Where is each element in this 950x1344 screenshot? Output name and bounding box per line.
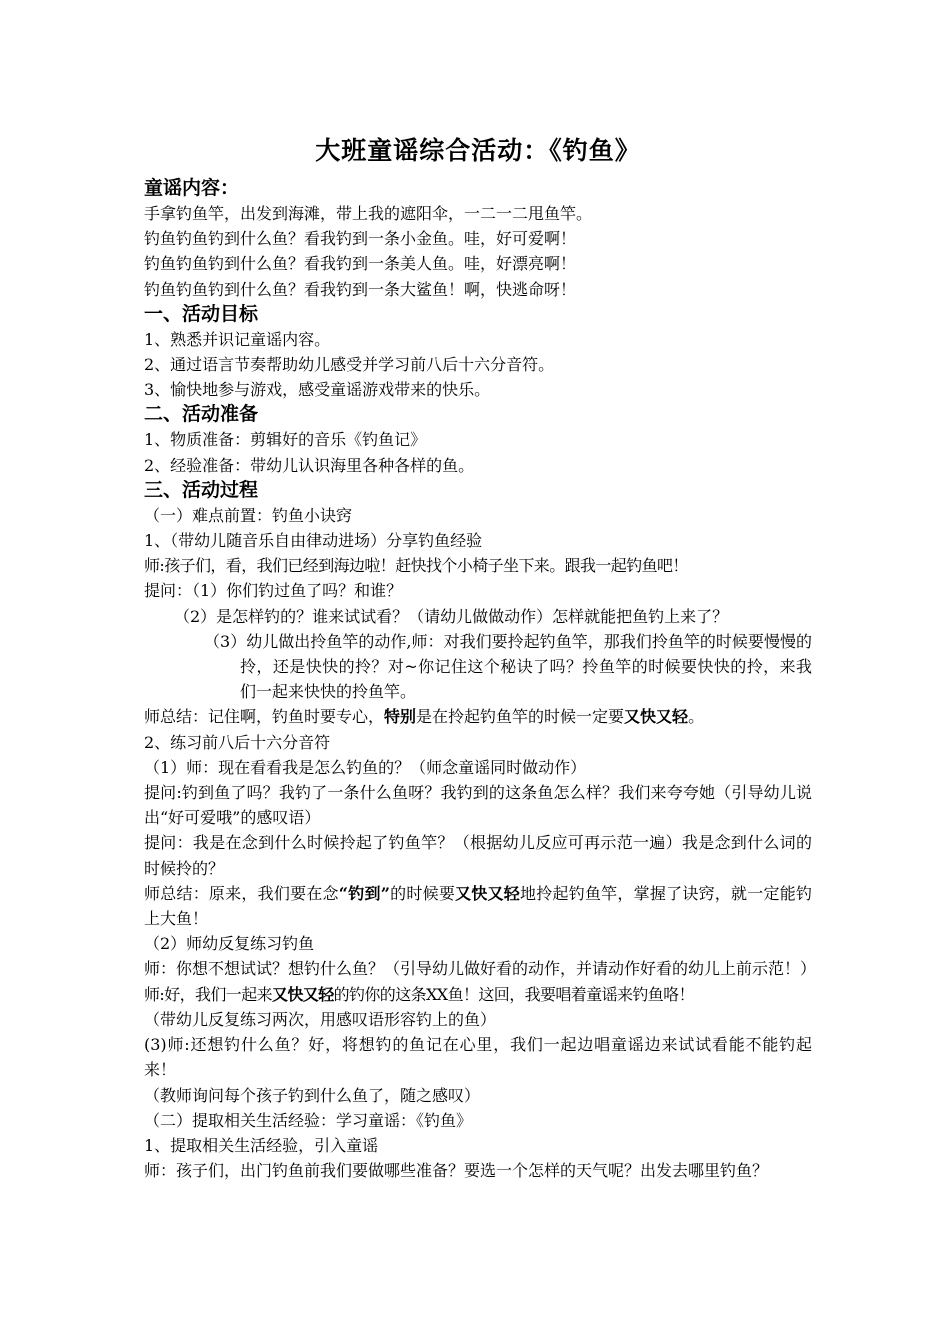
document-title: 大班童谣综合活动：《钓鱼》: [315, 136, 641, 165]
goal-item: 1、熟悉并识记童谣内容。: [144, 329, 331, 349]
rhyme-line: 钓鱼钓鱼钓到什么鱼？看我钓到一条美人鱼。哇，好漂亮啊！: [144, 254, 577, 274]
rhyme-heading: 童谣内容：: [144, 177, 240, 199]
text-run: 师:好，我们一起来: [144, 984, 272, 1004]
rhyme-line: 手拿钓鱼竿，出发到海滩，带上我的遮阳伞，一二一二甩鱼竿。: [144, 204, 593, 223]
goal-item: 3、愉快地参与游戏，感受童谣游戏带来的快乐。: [144, 380, 491, 400]
paragraph: （带幼儿反复练习两次，用感叹语形容钓上的鱼）: [144, 1009, 497, 1029]
prep-heading: 二、活动准备: [144, 403, 259, 426]
paragraph: （2）是怎样钓的？谁来试试看？（请幼儿做做动作）怎样就能把鱼钓上来了？: [174, 606, 729, 626]
emphasis-text: 特别: [384, 707, 417, 727]
paragraph: 提问：（1）你们钓过鱼了吗？和谁？: [144, 581, 403, 601]
emphasis-text: 又快又轻: [272, 984, 334, 1004]
process-section: （一）难点前置：钓鱼小诀窍: [144, 505, 353, 525]
paragraph: 提问:钓到鱼了吗？我钓了一条什么鱼呀？我钓到的这条鱼怎么样？我们来夸夸她（引导幼儿说出“好可爱哦”的感叹语）: [144, 783, 812, 828]
paragraph: （3）幼儿做出拎鱼竿的动作,师：对我们要拎起钓鱼竿，那我们拎鱼竿的时候要慢慢的拎，还是快快的拎？对~你记住这个秘诀了吗？拎鱼竿的时候要快快的拎，来我们一起来快快的拎鱼竿。: [204, 631, 812, 702]
paragraph: （2）师幼反复练习钓鱼: [144, 934, 315, 954]
paragraph: 师：孩子们，出门钓鱼前我们要做哪些准备？要选一个怎样的天气呢？出发去哪里钓鱼？: [144, 1161, 769, 1181]
paragraph: 提问：我是在念到什么时候拎起了钓鱼竿？（根据幼儿反应可再示范一遍）我是念到什么词的时候拎的？: [144, 833, 812, 878]
paragraph: （1）师：现在看看我是怎么钓鱼的？（师念童谣同时做动作）: [144, 757, 587, 777]
paragraph: 师:孩子们，看，我们已经到海边啦！赶快找个小椅子坐下来。跟我一起钓鱼吧！: [144, 556, 688, 576]
paragraph: 2、练习前八后十六分音符: [144, 732, 331, 752]
paragraph: [144, 982, 812, 1007]
document-page: [144, 132, 817, 1183]
summary-paragraph: [144, 704, 812, 729]
goal-item: 2、通过语言节奏帮助幼儿感受并学习前八后十六分音符。: [144, 355, 555, 375]
text-run: 。: [688, 707, 705, 727]
text-run: 是在拎起钓鱼竿的时候一定要: [416, 707, 625, 727]
rhyme-line: 钓鱼钓鱼钓到什么鱼？看我钓到一条小金鱼。哇，好可爱啊！: [144, 229, 577, 249]
paragraph: 1、提取相关生活经验，引入童谣: [144, 1135, 379, 1155]
emphasis-text: “钓到”: [338, 883, 390, 903]
paragraph: 师：你想不想试试？想钓什么鱼？（引导幼儿做好看的动作，并请动作好看的幼儿上前示范！）: [144, 959, 817, 979]
prep-item: 2、经验准备：带幼儿认识海里各种各样的鱼。: [144, 455, 475, 475]
text-run: 师总结：原来，我们要在念: [144, 883, 339, 903]
summary-paragraph: [144, 881, 812, 931]
emphasis-text: 又快又轻: [455, 883, 521, 903]
goals-heading: 一、活动目标: [144, 302, 259, 325]
paragraph: 1、（带幼儿随音乐自由律动进场）分享钓鱼经验: [144, 531, 483, 551]
rhyme-line: 钓鱼钓鱼钓到什么鱼？看我钓到一条大鲨鱼！啊，快逃命呀！: [144, 279, 577, 299]
text-run: 地拎起钓鱼竿，掌握了诀窍，就一定能钓上大鱼！: [144, 883, 812, 929]
process-section: （二）提取相关生活经验：学习童谣：《钓鱼》: [144, 1110, 473, 1130]
emphasis-text: 又快又轻: [624, 707, 689, 727]
text-run: 的时候要: [389, 883, 456, 903]
paragraph: （教师询问每个孩子钓到什么鱼了，随之感叹）: [144, 1085, 481, 1105]
text-run: 的钓你的这条XX鱼！这回，我要唱着童谣来钓鱼咯！: [333, 984, 694, 1004]
paragraph: (3)师:还想钓什么鱼？好，将想钓的鱼记在心里，我们一起边唱童谣边来试试看能不能钓起来！: [144, 1035, 812, 1080]
prep-item: 1、物质准备：剪辑好的音乐《钓鱼记》: [144, 430, 427, 450]
process-heading: 三、活动过程: [144, 478, 259, 501]
text-run: 师总结：记住啊，钓鱼时要专心，: [144, 707, 385, 727]
